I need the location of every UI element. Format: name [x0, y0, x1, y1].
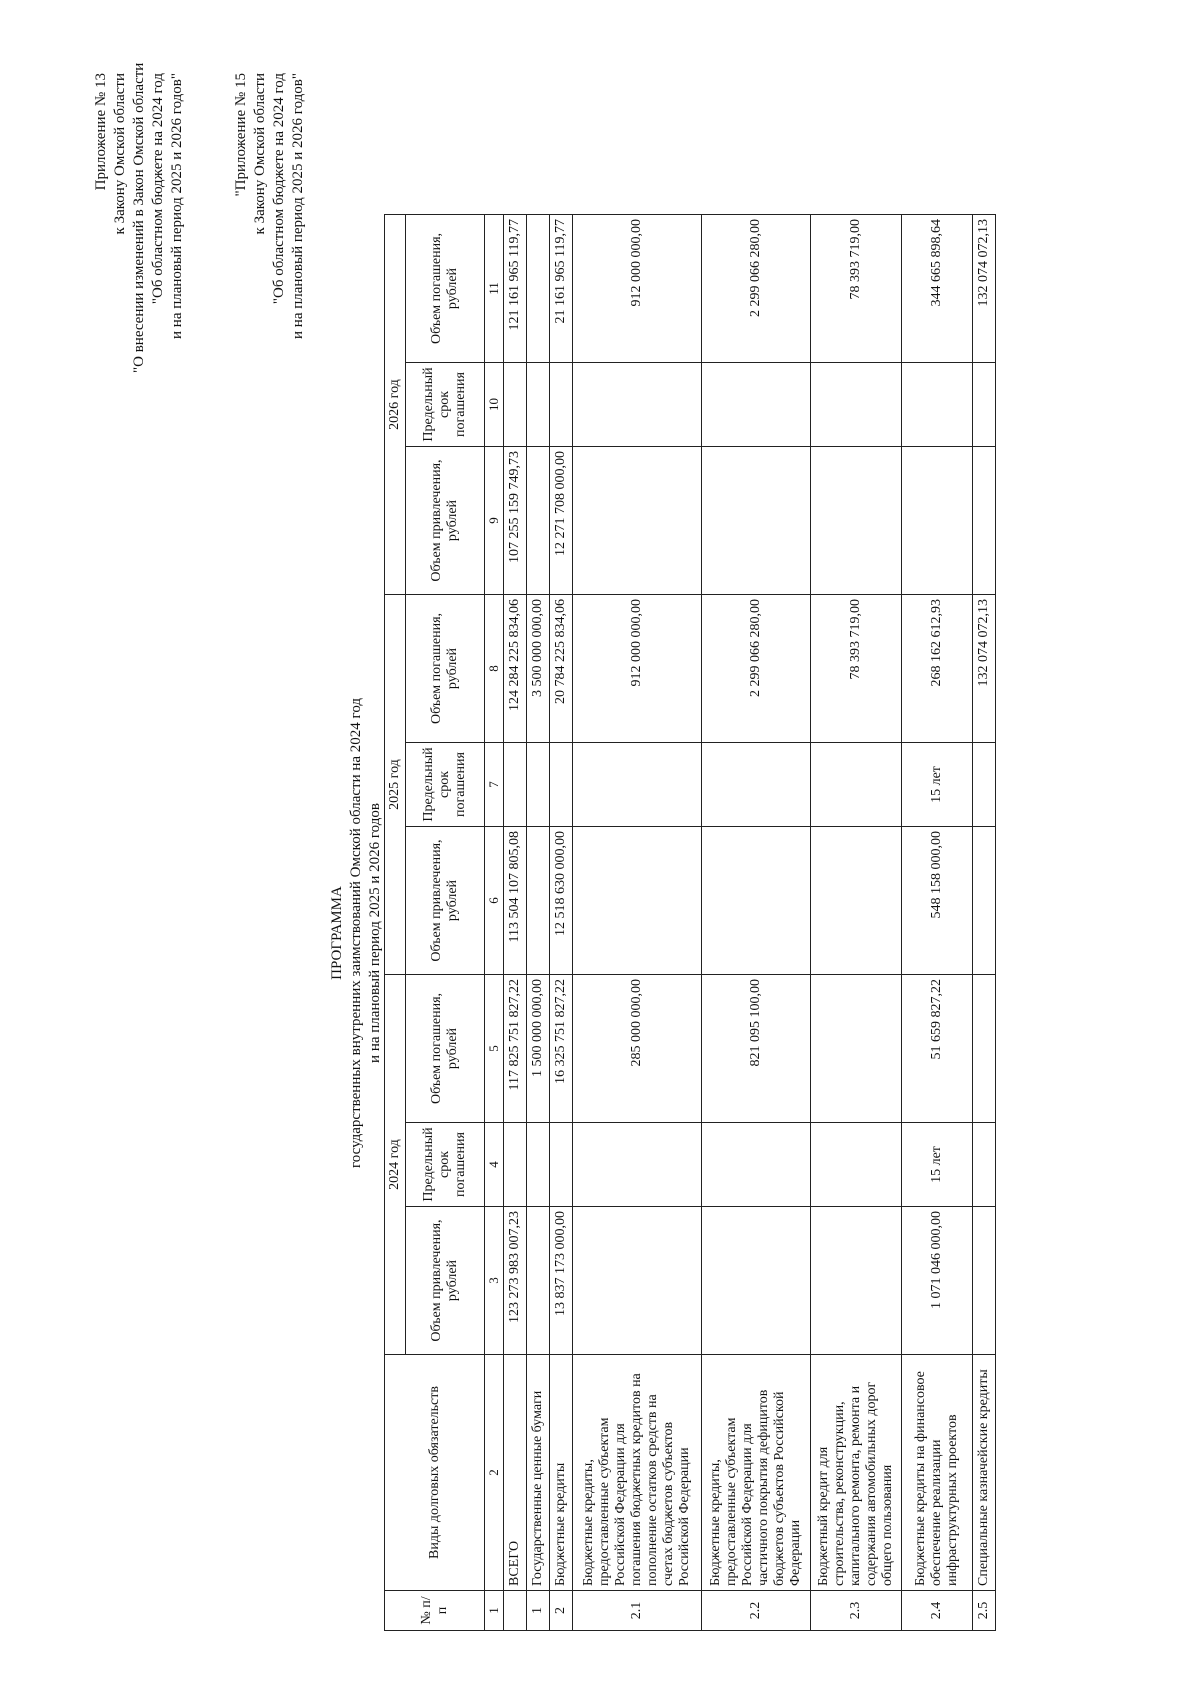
term-2025 [811, 743, 902, 827]
header-term-2025: Предельный срок погашения [406, 743, 485, 827]
col-number: 8 [485, 595, 504, 743]
repay-2025: 2 299 066 280,00 [702, 595, 811, 743]
row-no: 2 [550, 1591, 573, 1631]
header-repay-2026: Объем погашения, рублей [406, 215, 485, 363]
attract-2025 [973, 827, 996, 975]
repay-2026: 21 161 965 119,77 [550, 215, 573, 363]
row-name: Бюджетные кредиты [550, 1355, 573, 1591]
term-2025 [504, 743, 527, 827]
term-2024 [504, 1123, 527, 1207]
col-number: 1 [485, 1591, 504, 1631]
title-line1: ПРОГРАММА [329, 886, 345, 980]
term-2026 [702, 363, 811, 447]
header-year-2024: 2024 год [385, 975, 406, 1355]
repay-2026 [527, 215, 550, 363]
term-2024 [973, 1123, 996, 1207]
repay-2025: 78 393 719,00 [811, 595, 902, 743]
term-2026 [573, 363, 702, 447]
col-number: 6 [485, 827, 504, 975]
header-attract-2026: Объем привлечения, рублей [406, 447, 485, 595]
appendix-13-line4: "Об областном бюджете на 2024 год [150, 73, 166, 305]
attract-2024 [973, 1207, 996, 1355]
title-line3: и на плановый период 2025 и 2026 годов [367, 803, 383, 1063]
term-2025 [573, 743, 702, 827]
attract-2025: 548 158 000,00 [902, 827, 973, 975]
attract-2024 [527, 1207, 550, 1355]
table-row-2-4 [902, 215, 973, 1631]
col-number: 3 [485, 1207, 504, 1355]
attract-2025 [527, 827, 550, 975]
row-name: Бюджетные кредиты, предоставленные субъектам Российской Федерации для погашения бюджетных кредитов на пополнение остатков средств на счетах бюджетов субъектов Российской Федерации [573, 1355, 702, 1591]
repay-2025: 124 284 225 834,06 [504, 595, 527, 743]
table-row-total [504, 215, 527, 1631]
repay-2026: 344 665 898,64 [902, 215, 973, 363]
attract-2025 [811, 827, 902, 975]
appendix-15-heading [232, 73, 308, 373]
header-no: № п/п [385, 1591, 485, 1631]
term-2024 [527, 1123, 550, 1207]
repay-2024 [973, 975, 996, 1123]
table-row-2-2 [702, 215, 811, 1631]
attract-2026 [902, 447, 973, 595]
col-number: 9 [485, 447, 504, 595]
row-no: 2.5 [973, 1591, 996, 1631]
term-2024: 15 лет [902, 1123, 973, 1207]
term-2025: 15 лет [902, 743, 973, 827]
attract-2024 [811, 1207, 902, 1355]
term-2025 [973, 743, 996, 827]
term-2026 [527, 363, 550, 447]
repay-2024: 821 095 100,00 [702, 975, 811, 1123]
term-2026 [973, 363, 996, 447]
header-term-2024: Предельный срок погашения [406, 1123, 485, 1207]
attract-2024 [573, 1207, 702, 1355]
table-row-securities [527, 215, 550, 1631]
attract-2024: 1 071 046 000,00 [902, 1207, 973, 1355]
table-row-2-5 [973, 215, 996, 1631]
term-2026 [504, 363, 527, 447]
term-2026 [550, 363, 573, 447]
col-number: 4 [485, 1123, 504, 1207]
row-no: 2.2 [702, 1591, 811, 1631]
row-no: 2.3 [811, 1591, 902, 1631]
attract-2026 [573, 447, 702, 595]
row-name: ВСЕГО [504, 1355, 527, 1591]
col-number: 7 [485, 743, 504, 827]
term-2024 [573, 1123, 702, 1207]
attract-2026 [702, 447, 811, 595]
repay-2025: 912 000 000,00 [573, 595, 702, 743]
attract-2026: 12 271 708 000,00 [550, 447, 573, 595]
row-name: Бюджетные кредиты на финансовое обеспечение реализации инфраструктурных проектов [902, 1355, 973, 1591]
term-2025 [550, 743, 573, 827]
row-no [504, 1591, 527, 1631]
title-line2: государственных внутренних заимствований Омской области на 2024 год [348, 697, 364, 1169]
term-2026 [811, 363, 902, 447]
header-repay-2024: Объем погашения, рублей [406, 975, 485, 1123]
attract-2026 [527, 447, 550, 595]
row-name: Бюджетный кредит для строительства, реконструкции, капитального ремонта, ремонта и содержания автомобильных дорог общего пользования [811, 1355, 902, 1591]
document-title [328, 483, 385, 1383]
col-number: 2 [485, 1355, 504, 1591]
attract-2024: 123 273 983 007,23 [504, 1207, 527, 1355]
attract-2025 [573, 827, 702, 975]
row-no: 2.1 [573, 1591, 702, 1631]
header-term-2026: Предельный срок погашения [406, 363, 485, 447]
repay-2025: 3 500 000 000,00 [527, 595, 550, 743]
repay-2024 [811, 975, 902, 1123]
term-2026 [902, 363, 973, 447]
row-no: 2.4 [902, 1591, 973, 1631]
appendix-13-line5: и на плановый период 2025 и 2026 годов" [169, 73, 185, 339]
term-2025 [702, 743, 811, 827]
repay-2024: 16 325 751 827,22 [550, 975, 573, 1123]
repay-2025: 268 162 612,93 [902, 595, 973, 743]
col-number: 10 [485, 363, 504, 447]
row-no: 1 [527, 1591, 550, 1631]
appendix-13-heading [92, 62, 187, 373]
header-year-2025: 2025 год [385, 595, 406, 975]
table-row-2-3 [811, 215, 902, 1631]
appendix-13-line2: к Закону Омской области [112, 73, 128, 235]
repay-2026: 132 074 072,13 [973, 215, 996, 363]
repay-2024: 285 000 000,00 [573, 975, 702, 1123]
appendix-15-line3: "Об областном бюджете на 2024 год [271, 73, 287, 305]
table-row-budget-credits [550, 215, 573, 1631]
term-2024 [550, 1123, 573, 1207]
column-number-row [485, 215, 504, 1631]
header-row-years [385, 215, 406, 1631]
header-name: Виды долговых обязательств [385, 1355, 485, 1591]
term-2025 [527, 743, 550, 827]
repay-2025: 132 074 072,13 [973, 595, 996, 743]
attract-2026: 107 255 159 749,73 [504, 447, 527, 595]
table-row-2-1 [573, 215, 702, 1631]
attract-2024: 13 837 173 000,00 [550, 1207, 573, 1355]
row-name: Государственные ценные бумаги [527, 1355, 550, 1591]
attract-2024 [702, 1207, 811, 1355]
appendix-13-line1: Приложение № 13 [93, 73, 109, 191]
attract-2026 [973, 447, 996, 595]
repay-2024: 1 500 000 000,00 [527, 975, 550, 1123]
header-attract-2024: Объем привлечения, рублей [406, 1207, 485, 1355]
col-number: 5 [485, 975, 504, 1123]
borrowing-program-table [384, 214, 996, 1631]
repay-2024: 51 659 827,22 [902, 975, 973, 1123]
term-2024 [811, 1123, 902, 1207]
header-attract-2025: Объем привлечения, рублей [406, 827, 485, 975]
attract-2026 [811, 447, 902, 595]
attract-2025: 12 518 630 000,00 [550, 827, 573, 975]
col-number: 11 [485, 215, 504, 363]
term-2024 [702, 1123, 811, 1207]
appendix-15-line1: "Приложение № 15 [233, 73, 249, 197]
header-repay-2025: Объем погашения, рублей [406, 595, 485, 743]
attract-2025 [702, 827, 811, 975]
repay-2026: 912 000 000,00 [573, 215, 702, 363]
repay-2025: 20 784 225 834,06 [550, 595, 573, 743]
repay-2026: 78 393 719,00 [811, 215, 902, 363]
header-year-2026: 2026 год [385, 215, 406, 595]
repay-2024: 117 825 751 827,22 [504, 975, 527, 1123]
appendix-15-line4: и на плановый период 2025 и 2026 годов" [290, 73, 306, 339]
repay-2026: 121 161 965 119,77 [504, 215, 527, 363]
repay-2026: 2 299 066 280,00 [702, 215, 811, 363]
attract-2025: 113 504 107 805,08 [504, 827, 527, 975]
appendix-15-line2: к Закону Омской области [252, 73, 268, 235]
appendix-13-line3: "О внесении изменений в Закон Омской области [131, 62, 147, 373]
row-name: Специальные казначейские кредиты [973, 1355, 996, 1591]
row-name: Бюджетные кредиты, предоставленные субъектам Российской Федерации для частичного покрытия дефицитов бюджетов субъектов Российской Федерации [702, 1355, 811, 1591]
